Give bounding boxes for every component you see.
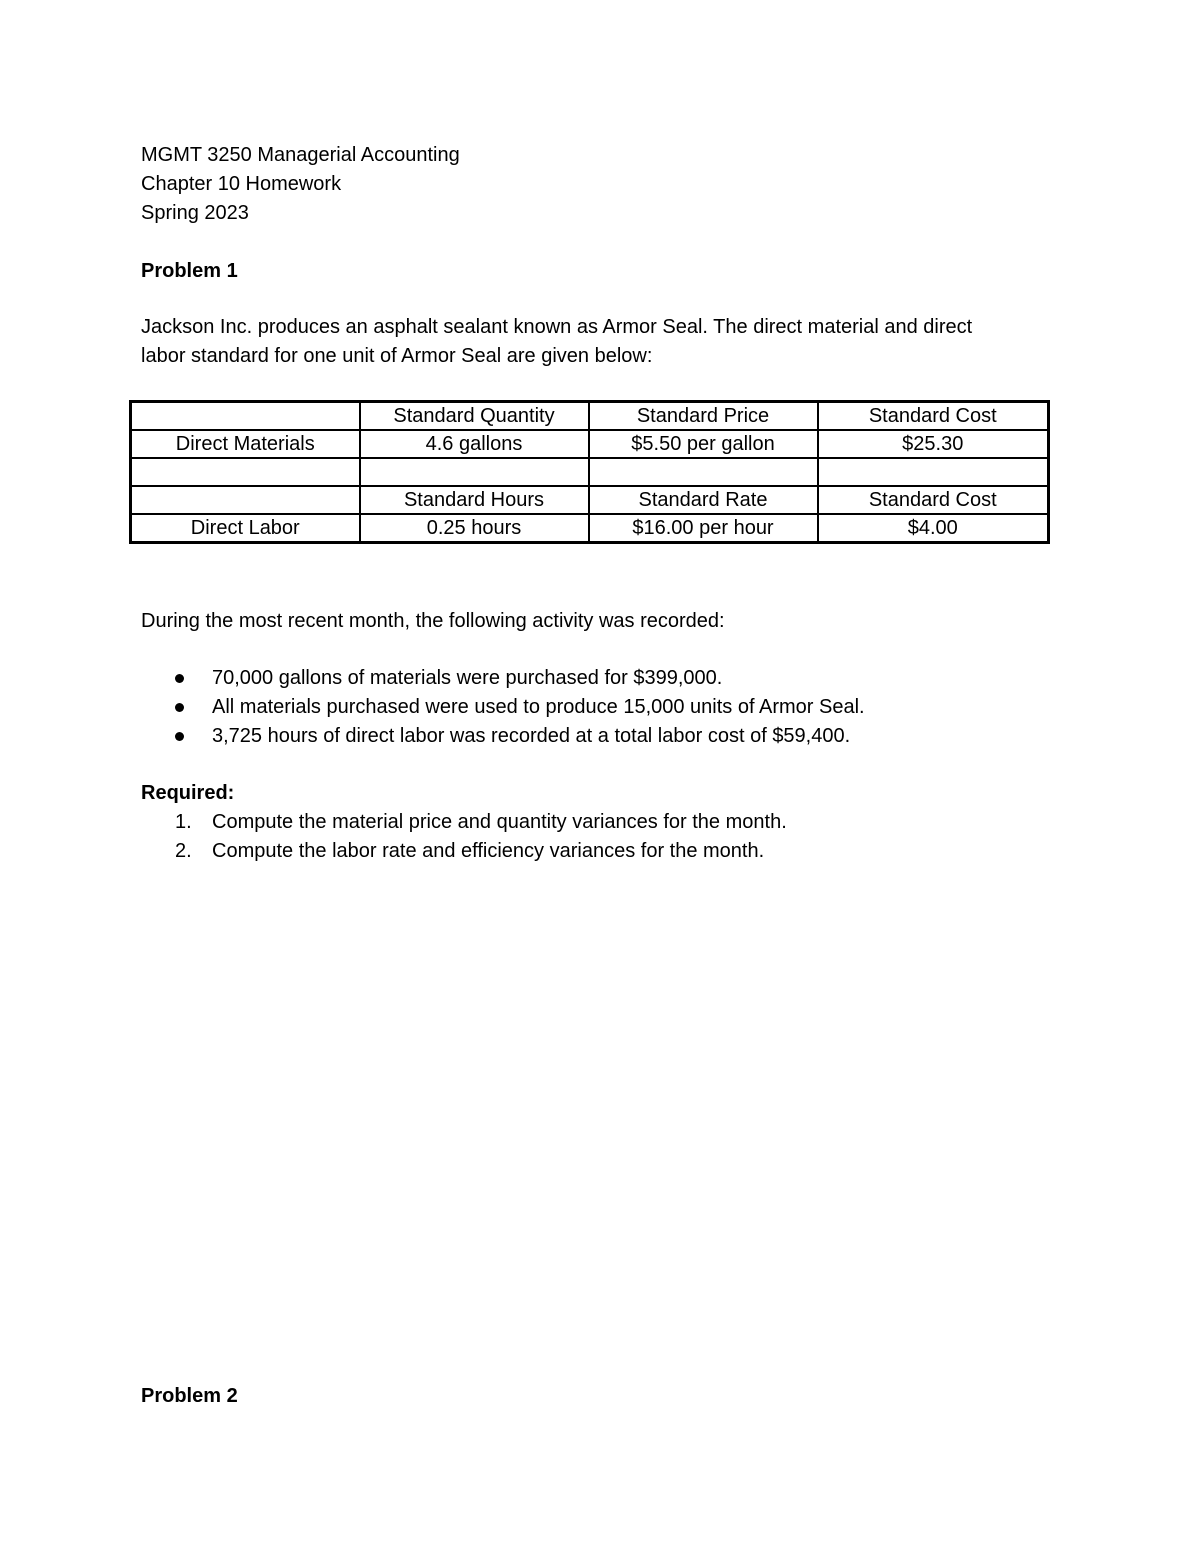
document-header xyxy=(141,141,460,228)
table-cell xyxy=(360,458,589,486)
list-number: 2. xyxy=(175,840,192,862)
table-cell xyxy=(818,458,1049,486)
list-item xyxy=(141,808,787,837)
bullet-icon xyxy=(175,674,184,683)
standards-table xyxy=(129,400,1050,544)
problem-1-title: Problem 1 xyxy=(141,260,238,282)
table-row xyxy=(131,402,1049,431)
table-cell xyxy=(131,402,360,431)
list-item-text: 3,725 hours of direct labor was recorded at a total labor cost of $59,400. xyxy=(212,725,851,747)
list-item-text: Compute the material price and quantity variances for the month. xyxy=(212,811,787,833)
table-cell: Direct Materials xyxy=(131,430,360,458)
list-item-text: Compute the labor rate and efficiency variances for the month. xyxy=(212,840,765,862)
list-number: 1. xyxy=(175,811,192,833)
activity-intro: During the most recent month, the following activity was recorded: xyxy=(141,610,725,632)
table-cell: 4.6 gallons xyxy=(360,430,589,458)
problem-2-title: Problem 2 xyxy=(141,1385,238,1407)
table-cell: Standard Cost xyxy=(818,486,1049,514)
activity-list xyxy=(141,664,865,751)
table-cell: Standard Price xyxy=(589,402,818,431)
required-title: Required: xyxy=(141,782,235,804)
table-row xyxy=(131,458,1049,486)
table-cell: $5.50 per gallon xyxy=(589,430,818,458)
bullet-icon xyxy=(175,732,184,741)
table-cell xyxy=(131,486,360,514)
table-cell xyxy=(589,458,818,486)
table-row xyxy=(131,430,1049,458)
table-cell: Standard Hours xyxy=(360,486,589,514)
table-row xyxy=(131,514,1049,543)
table-cell: Standard Rate xyxy=(589,486,818,514)
table-cell: $16.00 per hour xyxy=(589,514,818,543)
course-title: MGMT 3250 Managerial Accounting xyxy=(141,144,460,166)
intro-line-1: Jackson Inc. produces an asphalt sealant known as Armor Seal. The direct material and direct xyxy=(141,316,973,338)
bullet-icon xyxy=(175,703,184,712)
intro-line-2: labor standard for one unit of Armor Seal are given below: xyxy=(141,345,653,367)
table-cell: Standard Quantity xyxy=(360,402,589,431)
assignment-title: Chapter 10 Homework xyxy=(141,173,342,195)
table-cell: 0.25 hours xyxy=(360,514,589,543)
table-cell: $25.30 xyxy=(818,430,1049,458)
list-item xyxy=(141,837,787,866)
table-cell xyxy=(131,458,360,486)
term-label: Spring 2023 xyxy=(141,202,249,224)
list-item xyxy=(141,664,865,693)
list-item xyxy=(141,722,865,751)
table-cell: Direct Labor xyxy=(131,514,360,543)
list-item-text: 70,000 gallons of materials were purchased for $399,000. xyxy=(212,667,723,689)
table-row xyxy=(131,486,1049,514)
required-list xyxy=(141,808,787,866)
problem-1-intro xyxy=(141,313,972,371)
list-item xyxy=(141,693,865,722)
list-item-text: All materials purchased were used to produce 15,000 units of Armor Seal. xyxy=(212,696,865,718)
table-cell: Standard Cost xyxy=(818,402,1049,431)
table-cell: $4.00 xyxy=(818,514,1049,543)
